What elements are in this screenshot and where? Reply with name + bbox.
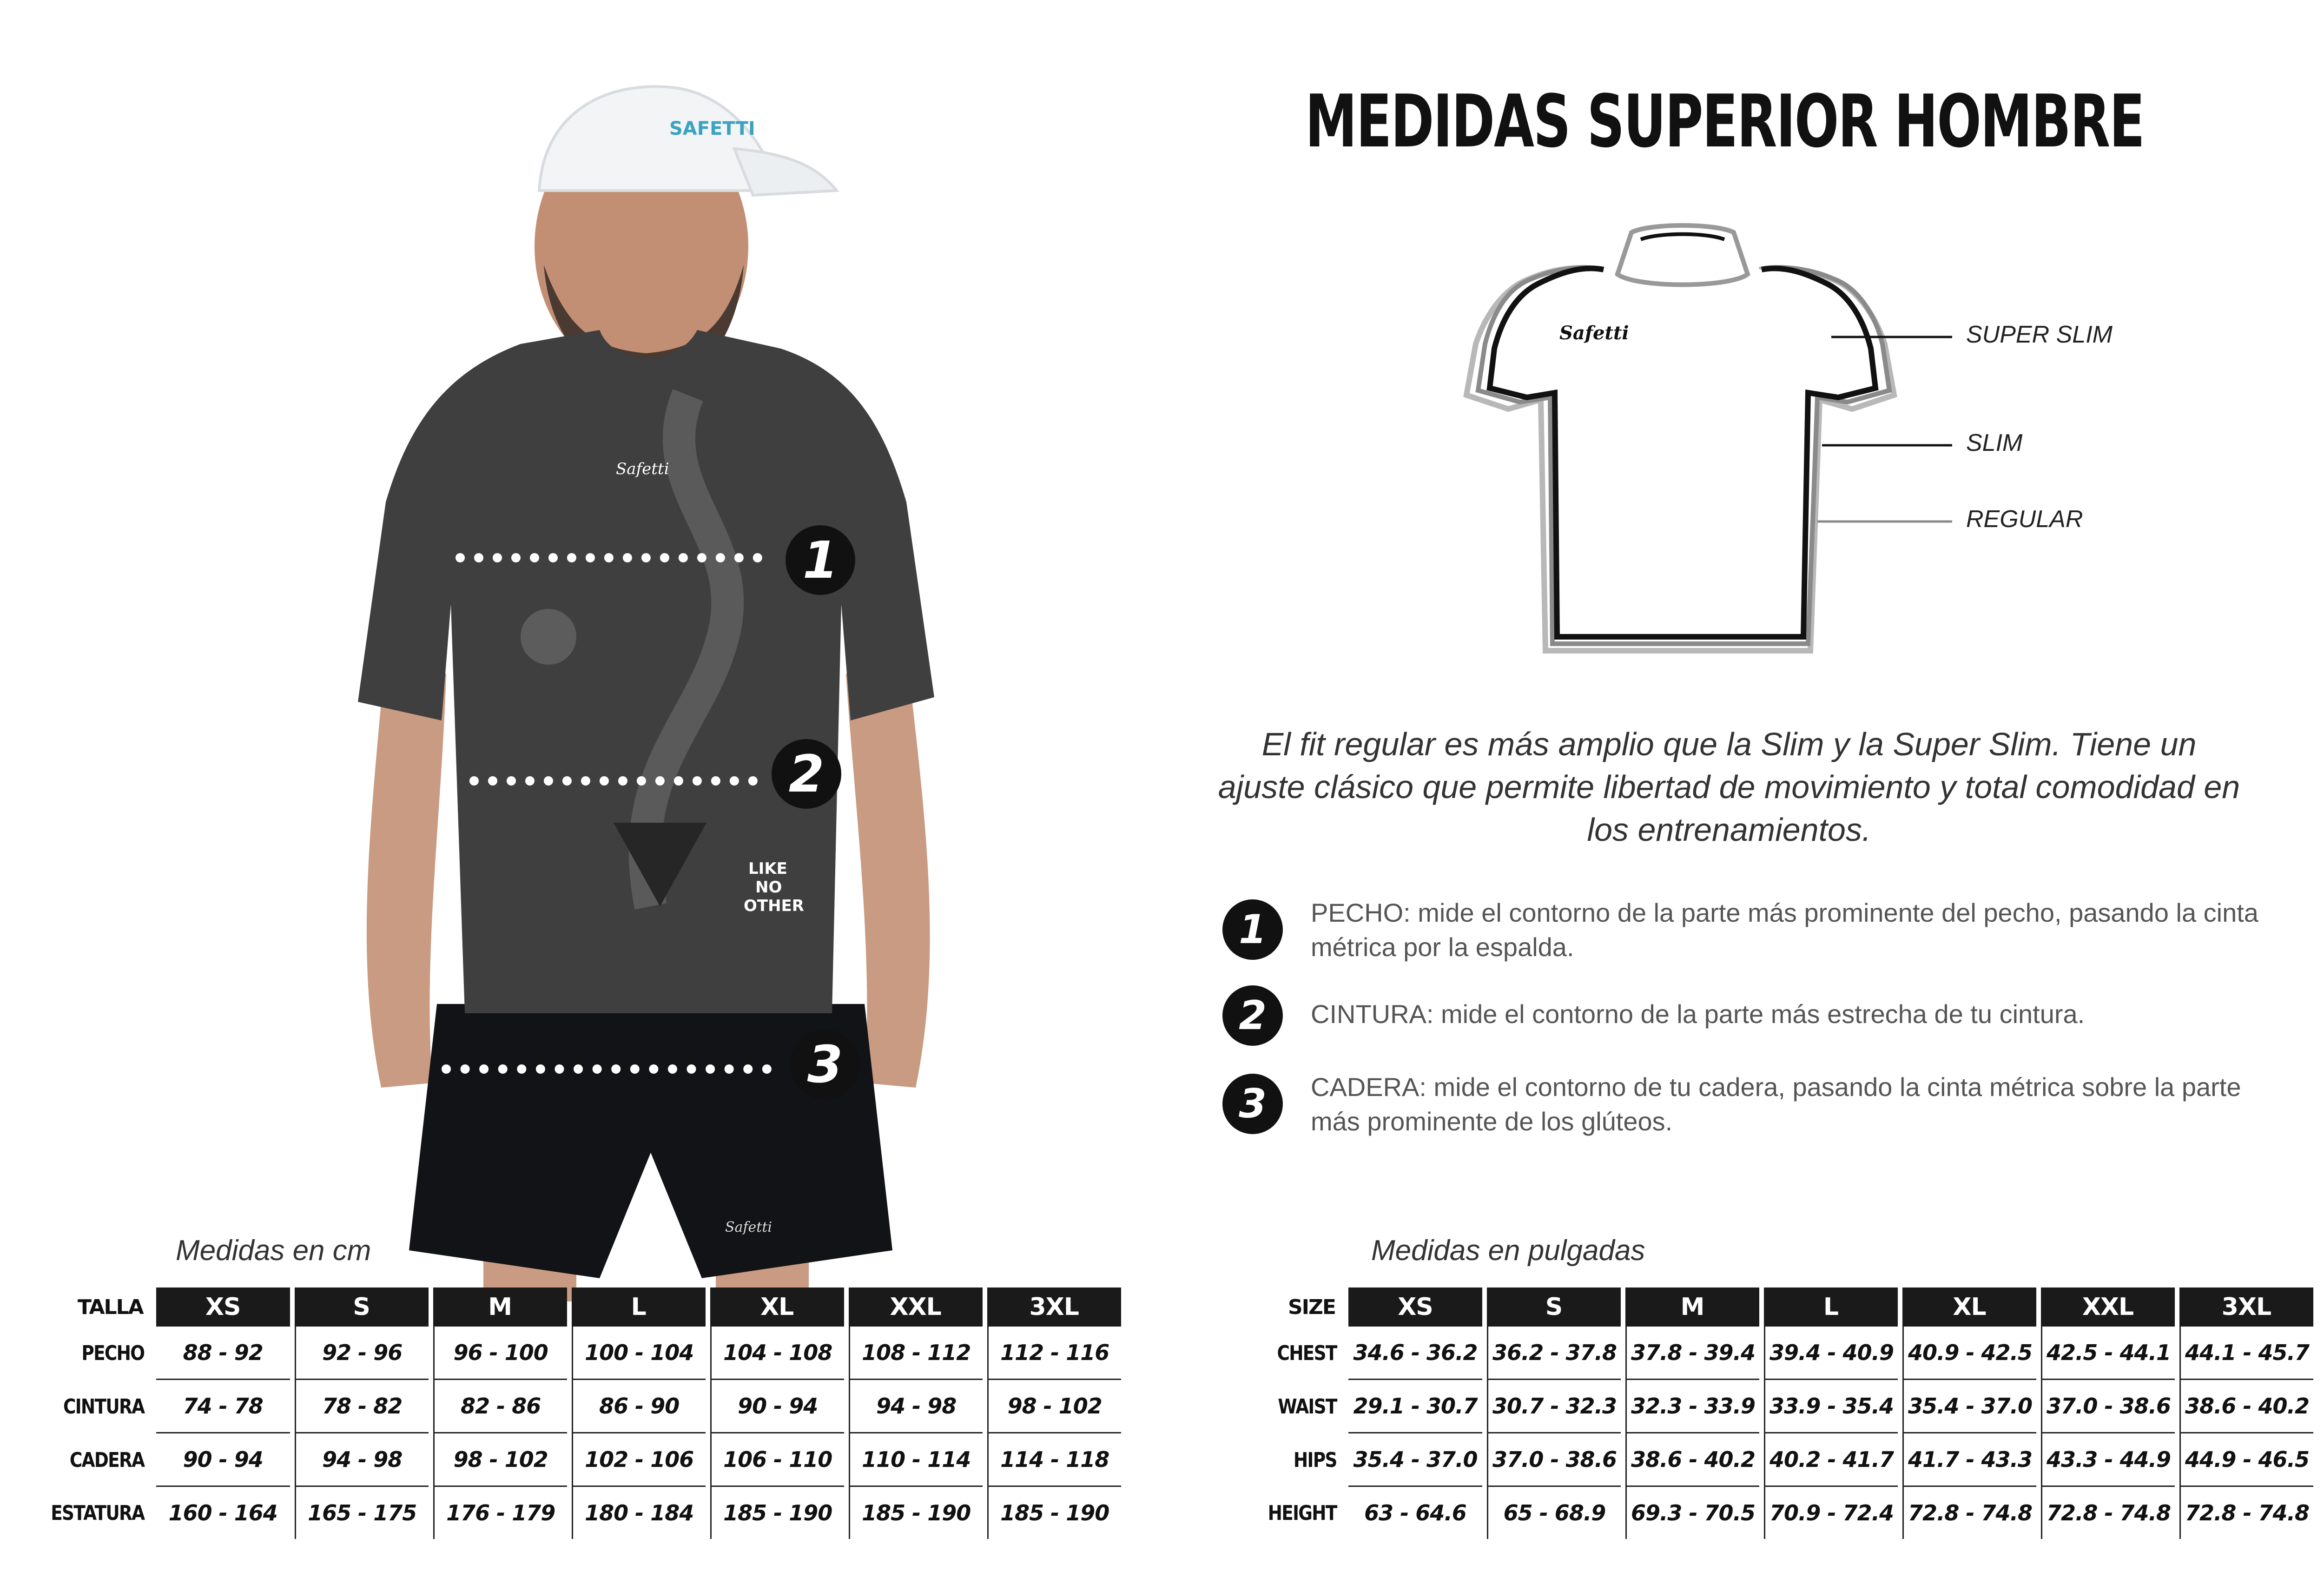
hip-measure-line — [442, 1064, 772, 1074]
row-label: HEIGHT — [1268, 1501, 1337, 1525]
table-cell: 63 - 64.6 — [1364, 1500, 1466, 1525]
table-cell: 44.1 - 45.7 — [2179, 1327, 2313, 1380]
table-row — [33, 1327, 1121, 1380]
table-cell: 42.5 - 44.1 — [2041, 1327, 2175, 1380]
size-column-header: XL — [710, 1287, 844, 1327]
table-cell: 114 - 118 — [987, 1433, 1121, 1487]
chest-marker: 1 — [786, 525, 855, 595]
table-cell: 90 - 94 — [156, 1433, 290, 1487]
size-column-header: 3XL — [987, 1287, 1121, 1327]
table-cell: 112 - 116 — [987, 1327, 1121, 1380]
table-cell: 100 - 104 — [572, 1327, 706, 1380]
step-number: 2 — [1222, 985, 1283, 1046]
step-number: 3 — [1222, 1074, 1283, 1134]
shirt-slogan-line-2: NO — [755, 878, 782, 897]
table-cell: 86 - 90 — [572, 1380, 706, 1433]
fit-label-super-slim: SUPER SLIM — [1966, 321, 2113, 348]
table-cell: 72.8 - 74.8 — [2041, 1487, 2175, 1539]
size-column-header: 3XL — [2179, 1287, 2313, 1327]
table-row — [33, 1380, 1121, 1433]
row-label: HIPS — [1293, 1448, 1337, 1472]
row-label: WAIST — [1278, 1395, 1337, 1419]
table-cell: 43.3 - 44.9 — [2041, 1433, 2175, 1487]
shirt-logo: Safetti — [616, 460, 669, 478]
table-cell: 78 - 82 — [295, 1380, 429, 1433]
fit-label-regular: REGULAR — [1966, 506, 2083, 533]
table-header-row — [1228, 1287, 2313, 1327]
size-column-header: L — [572, 1287, 706, 1327]
model-photo — [325, 70, 976, 1301]
row-label: CADERA — [69, 1448, 145, 1472]
fit-description: El fit regular es más amplio que la Slim y la Super Slim. Tiene un ajuste clásico que permite libertad de movimiento y total comodidad en los entrenamientos. — [1218, 726, 2240, 848]
size-column-header: XS — [1348, 1287, 1482, 1327]
table-cell: 40.2 - 41.7 — [1764, 1433, 1898, 1487]
table-cell: 39.4 - 40.9 — [1764, 1327, 1898, 1380]
table-cell: 29.1 - 30.7 — [1348, 1380, 1482, 1433]
table-cell: 102 - 106 — [572, 1433, 706, 1487]
table-cell: 44.9 - 46.5 — [2179, 1433, 2313, 1487]
table-cell: 37.0 - 38.6 — [1487, 1433, 1621, 1487]
table-cell: 165 - 175 — [295, 1487, 429, 1539]
table-cell: 30.7 - 32.3 — [1487, 1380, 1621, 1433]
table-cell: 34.6 - 36.2 — [1348, 1327, 1482, 1380]
table-cell: 69.3 - 70.5 — [1625, 1487, 1759, 1539]
shorts-logo: Safetti — [725, 1219, 772, 1235]
waist-measure-line — [469, 776, 758, 786]
table-in-caption: Medidas en pulgadas — [1371, 1235, 1645, 1267]
shirt-slogan-line-1: LIKE — [748, 859, 787, 878]
step-waist — [1222, 985, 2291, 1046]
size-column-header: XXL — [849, 1287, 983, 1327]
table-cell: 72.8 - 74.8 — [2179, 1487, 2313, 1539]
table-cell: 106 - 110 — [710, 1433, 844, 1487]
step-chest — [1222, 899, 2291, 974]
table-cell: 35.4 - 37.0 — [1902, 1380, 2036, 1433]
hip-marker: 3 — [790, 1030, 860, 1099]
table-cell: 185 - 190 — [987, 1487, 1121, 1539]
table-cell: 38.6 - 40.2 — [2179, 1380, 2313, 1433]
table-header-row — [33, 1287, 1121, 1327]
table-cell: 180 - 184 — [572, 1487, 706, 1539]
cap-logo: SAFETTI — [669, 118, 755, 139]
table-cell: 33.9 - 35.4 — [1764, 1380, 1898, 1433]
size-column-header: XL — [1902, 1287, 2036, 1327]
table-cell: 94 - 98 — [295, 1433, 429, 1487]
size-column-header: S — [295, 1287, 429, 1327]
table-corner-label: TALLA — [77, 1295, 143, 1319]
table-cell: 94 - 98 — [849, 1380, 983, 1433]
table-cell: 110 - 114 — [849, 1433, 983, 1487]
table-cell: 92 - 96 — [295, 1327, 429, 1380]
table-cell: 108 - 112 — [849, 1327, 983, 1380]
table-cell: 96 - 100 — [433, 1327, 567, 1380]
step-text: CINTURA: mide el contorno de la parte más estrecha de tu cintura. — [1311, 999, 2085, 1029]
table-cell: 65 - 68.9 — [1487, 1487, 1621, 1539]
table-cell: 38.6 - 40.2 — [1625, 1433, 1759, 1487]
waist-marker: 2 — [772, 739, 841, 809]
size-column-header: M — [433, 1287, 567, 1327]
table-cell: 82 - 86 — [433, 1380, 567, 1433]
table-cell: 72.8 - 74.8 — [1902, 1487, 2036, 1539]
fit-diagram — [1450, 214, 2147, 655]
table-cell: 160 - 164 — [168, 1500, 277, 1525]
row-label: CINTURA — [63, 1395, 145, 1419]
table-corner-label: SIZE — [1287, 1295, 1335, 1319]
table-row — [33, 1433, 1121, 1487]
row-label: PECHO — [81, 1341, 145, 1365]
table-cell: 185 - 190 — [710, 1487, 844, 1539]
size-column-header: S — [1487, 1287, 1621, 1327]
table-cell: 32.3 - 33.9 — [1625, 1380, 1759, 1433]
table-cell: 37.8 - 39.4 — [1625, 1327, 1759, 1380]
chest-measure-line — [456, 553, 762, 562]
table-cell: 37.0 - 38.6 — [2041, 1380, 2175, 1433]
row-label: ESTATURA — [51, 1501, 145, 1525]
step-hip — [1222, 1074, 2291, 1148]
table-cell: 104 - 108 — [710, 1327, 844, 1380]
model-illustration — [325, 70, 976, 1301]
tshirt-outline-icon — [1450, 214, 2147, 655]
table-row — [1228, 1433, 2313, 1487]
step-text: CADERA: mide el contorno de tu cadera, pasando la cinta métrica sobre la parte más prominente de los glúteos. — [1311, 1072, 2241, 1136]
page-title: MEDIDAS SUPERIOR HOMBRE — [1305, 79, 2144, 164]
table-cell: 35.4 - 37.0 — [1348, 1433, 1482, 1487]
shirt-slogan-line-3: OTHER — [744, 897, 804, 915]
table-cell: 41.7 - 43.3 — [1902, 1433, 2036, 1487]
size-column-header: L — [1764, 1287, 1898, 1327]
size-column-header: XXL — [2041, 1287, 2175, 1327]
table-cell: 90 - 94 — [710, 1380, 844, 1433]
table-cell: 70.9 - 72.4 — [1764, 1487, 1898, 1539]
table-cell: 185 - 190 — [849, 1487, 983, 1539]
table-row — [1228, 1380, 2313, 1433]
fit-label-slim: SLIM — [1966, 429, 2023, 456]
table-cell: 98 - 102 — [987, 1380, 1121, 1433]
table-cell: 74 - 78 — [156, 1380, 290, 1433]
size-table-inches — [1223, 1287, 2318, 1539]
table-cell: 40.9 - 42.5 — [1902, 1327, 2036, 1380]
size-column-header: XS — [156, 1287, 290, 1327]
table-row — [1228, 1487, 2313, 1539]
table-cell: 176 - 179 — [433, 1487, 567, 1539]
table-cell: 36.2 - 37.8 — [1487, 1327, 1621, 1380]
step-number: 1 — [1222, 899, 1283, 960]
table-row — [33, 1487, 1121, 1539]
size-table-cm — [28, 1287, 1126, 1539]
table-row — [1228, 1327, 2313, 1380]
table-cell: 98 - 102 — [433, 1433, 567, 1487]
table-cell: 88 - 92 — [156, 1327, 290, 1380]
row-label: CHEST — [1277, 1341, 1337, 1365]
diagram-logo: Safetti — [1559, 322, 1629, 344]
table-cm-caption: Medidas en cm — [176, 1235, 371, 1267]
size-column-header: M — [1625, 1287, 1759, 1327]
step-text: PECHO: mide el contorno de la parte más prominente del pecho, pasando la cinta métrica por la espalda. — [1311, 898, 2258, 962]
